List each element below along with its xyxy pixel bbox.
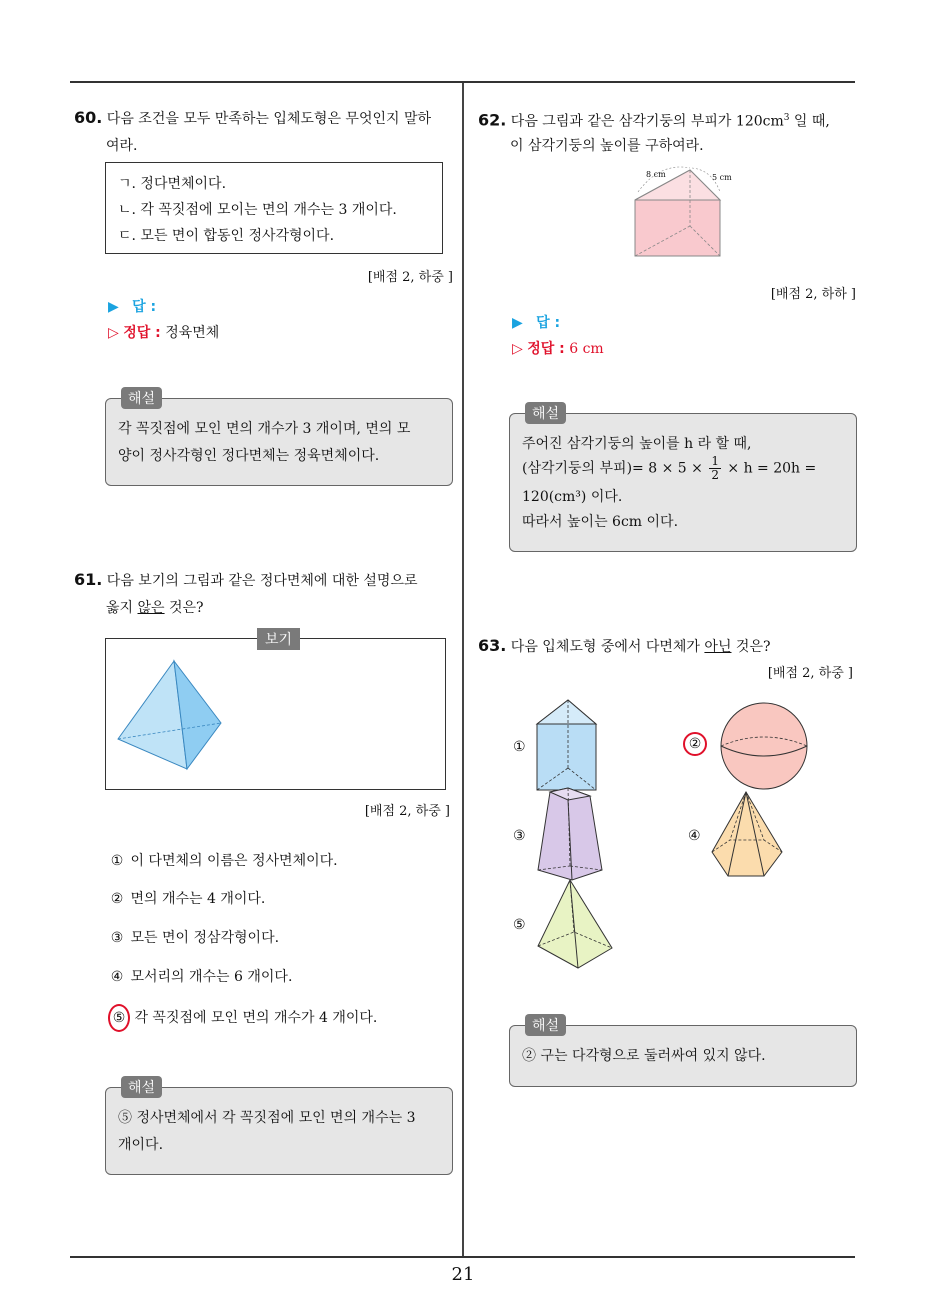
bottom-rule [70, 1256, 855, 1258]
q61-explanation-line1: ⑤ 정사면체에서 각 꼭짓점에 모인 면의 개수는 3 [118, 1110, 416, 1126]
q62-number: 62. [478, 110, 507, 130]
q60-explanation-box [105, 398, 453, 486]
q62-text-sup: 3 [783, 113, 790, 123]
correct-arrow-icon: ▷ [512, 341, 523, 357]
q61-choice-3[interactable] [108, 926, 279, 950]
q63-number: 63. [478, 636, 507, 655]
correct-arrow-icon: ▷ [108, 325, 119, 341]
q61-explanation-line2: 개이다. [118, 1137, 164, 1153]
q62-explanation-line1: 주어진 삼각기둥의 높이를 h 라 할 때, [522, 436, 752, 452]
fraction-numerator: 1 [711, 454, 719, 468]
sphere-figure [718, 700, 810, 792]
page-number: 21 [451, 1264, 475, 1285]
q62-answer-label: 답 : [536, 315, 561, 331]
q61-choice-3-text: 모든 면이 정삼각형이다. [130, 930, 280, 946]
q63-text-post: 것은? [731, 639, 771, 655]
q61-explanation-tag: 해설 [121, 1076, 162, 1098]
orange-pyramid-figure [708, 790, 788, 882]
q61-example-box [105, 638, 446, 790]
purple-frustum-figure [532, 786, 606, 882]
q61-text-pre: 옳지 [106, 600, 138, 616]
q62-text-line1: 다음 그림과 같은 삼각기둥의 부피가 120cm [510, 113, 784, 130]
q61-choice-4-num: ④ [110, 969, 124, 985]
one-half-fraction [709, 455, 721, 482]
answer-arrow-icon: ▶ [512, 315, 523, 331]
q62-explanation-line2 [522, 455, 847, 482]
q63-question [478, 632, 771, 661]
q60-answer-row [108, 296, 156, 318]
q61-choice-5-num-circled: ⑤ [108, 1004, 130, 1032]
q61-choice-3-num: ③ [110, 930, 124, 946]
q61-choice-2-text: 면의 개수는 4 개이다. [130, 891, 266, 907]
column-divider [462, 83, 464, 1256]
q63-choice-3-num[interactable]: ③ [513, 828, 526, 844]
q61-text-post: 것은? [164, 600, 204, 616]
q60-condition-3: ㄷ. 모든 면이 합동인 정사각형이다. [118, 228, 335, 244]
q60-correct-row [108, 322, 219, 344]
q61-text-underlined: 않은 [137, 600, 165, 616]
tetrahedron-figure [106, 639, 445, 789]
q63-score: [배점 2, 하중 ] [767, 666, 853, 681]
green-pyramid-figure [534, 878, 618, 972]
q60-correct-value: 정육면체 [165, 325, 220, 341]
blue-prism-figure [532, 698, 602, 794]
q61-choice-4-text: 모서리의 개수는 6 개이다. [130, 969, 293, 985]
q63-text-underlined: 아닌 [704, 639, 732, 655]
q63-text-pre: 다음 입체도형 중에서 다면체가 [510, 639, 705, 655]
q62-fig-label-b: 5 cm [712, 173, 732, 182]
q60-text-line1: 다음 조건을 모두 만족하는 입체도형은 무엇인지 말하 [106, 111, 432, 127]
q61-score: [배점 2, 하중 ] [364, 804, 450, 819]
q61-question [74, 566, 459, 595]
q61-text-line2 [106, 594, 204, 622]
q60-condition-1: ㄱ. 정다면체이다. [118, 176, 227, 192]
answer-arrow-icon: ▶ [108, 299, 119, 315]
q61-choice-2-num: ② [110, 891, 124, 907]
q63-explanation-line1: ② 구는 다각형으로 둘러싸여 있지 않다. [522, 1048, 766, 1064]
q62-question [478, 104, 863, 136]
q61-explanation-box [105, 1087, 453, 1175]
q63-choice-1-num[interactable]: ① [513, 739, 526, 755]
q62-fig-label-a: 8 cm [646, 170, 666, 179]
q60-condition-box [105, 162, 443, 254]
q61-choice-1[interactable] [108, 849, 338, 873]
q62-text-line2: 이 삼각기둥의 높이를 구하여라. [510, 138, 704, 154]
fraction-denominator: 2 [711, 468, 719, 482]
q62-formula-pre: (삼각기둥의 부피)= 8 × 5 × [522, 460, 703, 477]
q60-text-line2: 여라. [106, 138, 138, 154]
q61-number: 61. [74, 570, 103, 589]
q60-number: 60. [74, 108, 103, 127]
q61-text-line1: 다음 보기의 그림과 같은 정다면체에 대한 설명으로 [106, 573, 418, 589]
q61-choice-5[interactable] [108, 1004, 377, 1032]
q60-score: [배점 2, 하중 ] [367, 270, 453, 285]
q62-score: [배점 2, 하하 ] [770, 287, 856, 302]
q61-example-tag: 보기 [257, 628, 300, 650]
q61-choice-4[interactable] [108, 965, 292, 989]
q60-explanation-line2: 양이 정사각형인 정다면체는 정육면체이다. [118, 448, 380, 464]
q61-choice-2[interactable] [108, 887, 265, 911]
q63-choice-5-num[interactable]: ⑤ [513, 917, 526, 933]
q61-choice-5-text: 각 꼭짓점에 모인 면의 개수가 4 개이다. [134, 1010, 378, 1026]
q62-explanation-line3: 120(cm³) 이다. [522, 489, 623, 505]
q62-explanation-line4: 따라서 높이는 6cm 이다. [522, 514, 679, 530]
q60-explanation-tag: 해설 [121, 387, 162, 409]
q63-choice-2-num-circled[interactable]: ② [683, 732, 707, 756]
q62-explanation-tag: 해설 [525, 402, 566, 424]
q61-choice-1-num: ① [110, 853, 124, 869]
q61-choice-1-text: 이 다면체의 이름은 정사면체이다. [130, 853, 338, 869]
q62-correct-label: 정답 : [527, 341, 565, 357]
q60-condition-2: ㄴ. 각 꼭짓점에 모이는 면의 개수는 3 개이다. [118, 202, 397, 218]
q62-text-post: 일 때, [789, 113, 830, 130]
q62-answer-row [512, 312, 560, 334]
q62-formula-post: × h = 20h = [727, 460, 817, 477]
q60-question [74, 104, 459, 133]
q62-correct-value: 6 cm [569, 341, 604, 357]
q60-answer-label: 답 : [132, 299, 157, 315]
q63-choice-4-num[interactable]: ④ [688, 828, 701, 844]
q60-correct-label: 정답 : [123, 325, 161, 341]
q62-correct-row [512, 338, 604, 360]
q60-explanation-line1: 각 꼭짓점에 모인 면의 개수가 3 개이며, 면의 모 [118, 421, 411, 437]
q63-explanation-tag: 해설 [525, 1014, 566, 1036]
